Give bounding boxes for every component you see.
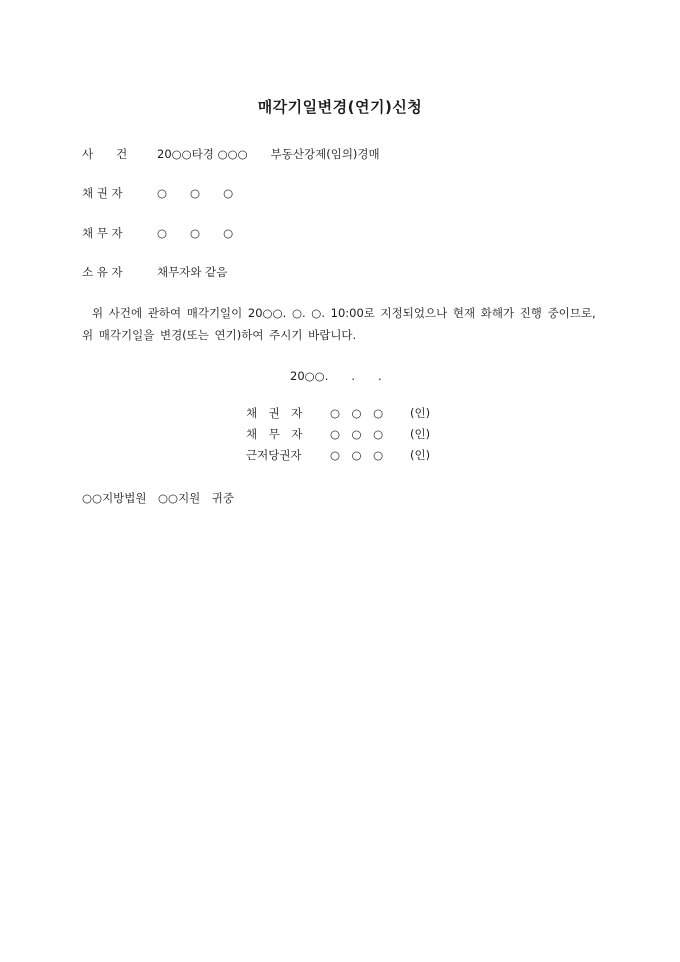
case-value: 20○○타경 ○○○ 부동산강제(임의)경매 bbox=[157, 147, 380, 161]
creditor-label: 채 권 자 bbox=[82, 186, 123, 200]
owner-value: 채무자와 같음 bbox=[157, 265, 228, 279]
owner-label: 소 유 자 bbox=[82, 265, 123, 279]
document-date: 20○○. . . bbox=[290, 369, 382, 383]
signatory-role: 채 무 자 bbox=[246, 427, 303, 441]
signatory-name: ○ ○ ○ bbox=[330, 427, 384, 441]
signatory-role: 채 권 자 bbox=[246, 406, 303, 420]
document-title: 매각기일변경(연기)신청 bbox=[257, 98, 423, 116]
signatory-seal: (인) bbox=[410, 427, 431, 441]
request-body: 위 사건에 관하여 매각기일이 20○○. ○. ○. 10:00로 지정되었으나 현재 화해가 진행 중이므로, 위 매각기일을 변경(또는 연기)하여 주시기 바랍니다. bbox=[82, 306, 596, 342]
case-label: 사 건 bbox=[82, 147, 128, 161]
signatory-name: ○ ○ ○ bbox=[330, 406, 384, 420]
court-addressee: ○○지방법원 ○○지원 귀중 bbox=[82, 491, 235, 505]
signatory-seal: (인) bbox=[410, 406, 431, 420]
signatory-seal: (인) bbox=[410, 448, 431, 462]
creditor-value: ○ ○ ○ bbox=[157, 186, 234, 200]
debtor-label: 채 무 자 bbox=[82, 226, 123, 240]
signatory-role: 근저당권자 bbox=[246, 448, 302, 462]
debtor-value: ○ ○ ○ bbox=[157, 226, 234, 240]
signatory-name: ○ ○ ○ bbox=[330, 448, 384, 462]
